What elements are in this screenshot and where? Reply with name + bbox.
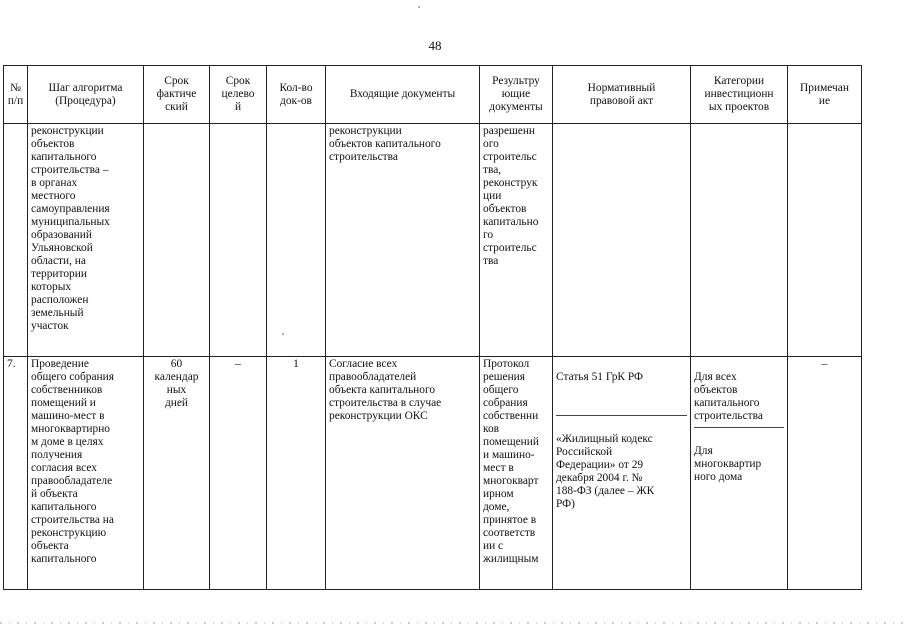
cell-actual-term: 60 календар ных дней	[144, 357, 210, 590]
algorithm-table	[3, 65, 862, 590]
header-step: Шаг алгоритма (Процедура)	[28, 66, 144, 124]
scan-artifact-line	[0, 622, 905, 624]
scan-speck	[282, 333, 284, 335]
cell-target-term	[210, 124, 267, 357]
header-target-term: Срок целево й	[210, 66, 267, 124]
header-categories: Категории инвестиционн ых проектов	[691, 66, 788, 124]
cell-target-term: –	[210, 357, 267, 590]
cell-note	[788, 124, 862, 357]
cell-legal-act	[553, 357, 691, 590]
cell-legal-act	[553, 124, 691, 357]
legal-act-1: Статья 51 ГрК РФ	[556, 371, 687, 416]
cell-step: реконструкции объектов капитального строительства – в органах местного самоуправления муниципальных образований Ульяновской области, на территории которых расположен земельный участок	[28, 124, 144, 357]
scan-speck	[418, 6, 420, 8]
cell-incoming-docs: Согласие всех правообладателей объекта капитального строительства в случае реконструкции ОКС	[326, 357, 480, 590]
header-result-docs: Результру ющие документы	[480, 66, 553, 124]
cell-result-docs: Протокол решения общего собрания собственни ков помещений и машино- мест в многокварт ирном доме, принятое в соответств ии с жилищным	[480, 357, 553, 590]
header-legal-act: Нормативный правовой акт	[553, 66, 691, 124]
cell-result-docs: разрешенн ого строительс тва, реконструк ции объектов капитально го строительс тва	[480, 124, 553, 357]
page-number: 48	[428, 38, 442, 53]
category-2: Для многоквартир ного дома	[694, 445, 762, 483]
legal-act-2: «Жилищный кодекс Российской Федерации» от 29 декабря 2004 г. № 188-ФЗ (далее – ЖК РФ)	[556, 433, 655, 510]
category-1: Для всех объектов капитального строительства	[694, 371, 784, 428]
cell-categories	[691, 124, 788, 357]
cell-num	[4, 124, 28, 357]
table-row	[4, 124, 862, 357]
cell-note: –	[788, 357, 862, 590]
header-incoming-docs: Входящие документы	[326, 66, 480, 124]
cell-doc-count	[267, 124, 326, 357]
table-row	[4, 357, 862, 590]
cell-categories	[691, 357, 788, 590]
cell-num: 7.	[4, 357, 28, 590]
cell-step: Проведение общего собрания собственников помещений и машино-мест в многоквартирно м доме в целях получения согласия всех правообладателе й объекта капитального строительства на реконструкцию объекта капитального	[28, 357, 144, 590]
header-note: Примечан ие	[788, 66, 862, 124]
header-actual-term: Срок фактиче ский	[144, 66, 210, 124]
cell-actual-term	[144, 124, 210, 357]
cell-doc-count: 1	[267, 357, 326, 590]
header-num: № п/п	[4, 66, 28, 124]
table-header-row	[4, 66, 862, 124]
cell-incoming-docs: реконструкции объектов капитального строительства	[326, 124, 480, 357]
header-doc-count: Кол-во док-ов	[267, 66, 326, 124]
